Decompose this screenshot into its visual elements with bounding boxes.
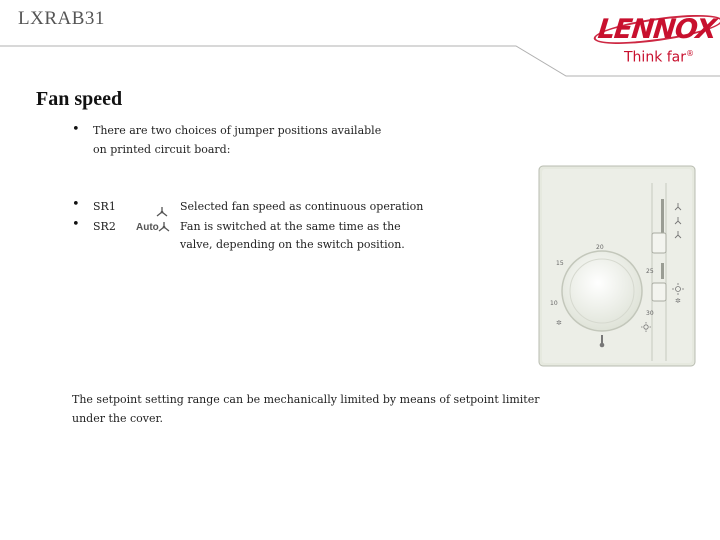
document-code: LXRAB31 [18,8,105,29]
thermostat-device [538,165,698,370]
bullet-dot: • [72,122,80,137]
lennox-logo [596,14,718,70]
logo-brand: LENNOX [596,14,718,45]
dial-label: 15 [556,260,564,267]
bullet-dot: • [72,217,80,232]
dial-label: 20 [596,244,604,251]
option-desc-sr2-line2: valve, depending on the switch position. [180,238,405,251]
option-code-sr1: SR1 [93,200,116,213]
option-desc-sr2-line1: Fan is switched at the same time as the [180,220,401,233]
snowflake-icon: ✲ [675,297,681,305]
mode-switch [652,283,666,301]
setpoint-dial [562,251,642,331]
footer-line-1: The setpoint setting range can be mechanically limited by means of setpoint limiter [72,393,540,406]
auto-label: Auto [136,222,159,233]
section-title: Fan speed [36,88,123,110]
fan-icon [157,221,171,233]
option-code-sr2: SR2 [93,220,116,233]
footer-line-2: under the cover. [72,412,164,425]
snowflake-icon: ✲ [556,319,562,327]
fan-switch [652,233,666,253]
dial-label: 30 [646,310,654,317]
intro-line-1: There are two choices of jumper positions available [93,124,382,137]
logo-tagline: Think far® [624,49,695,66]
intro-line-2: on printed circuit board: [93,143,231,156]
dial-label: 10 [550,300,558,307]
option-desc-sr1: Selected fan speed as continuous operation [180,200,424,213]
dial-label: 25 [646,268,654,275]
fan-icon [155,206,169,218]
bullet-dot: • [72,197,80,212]
